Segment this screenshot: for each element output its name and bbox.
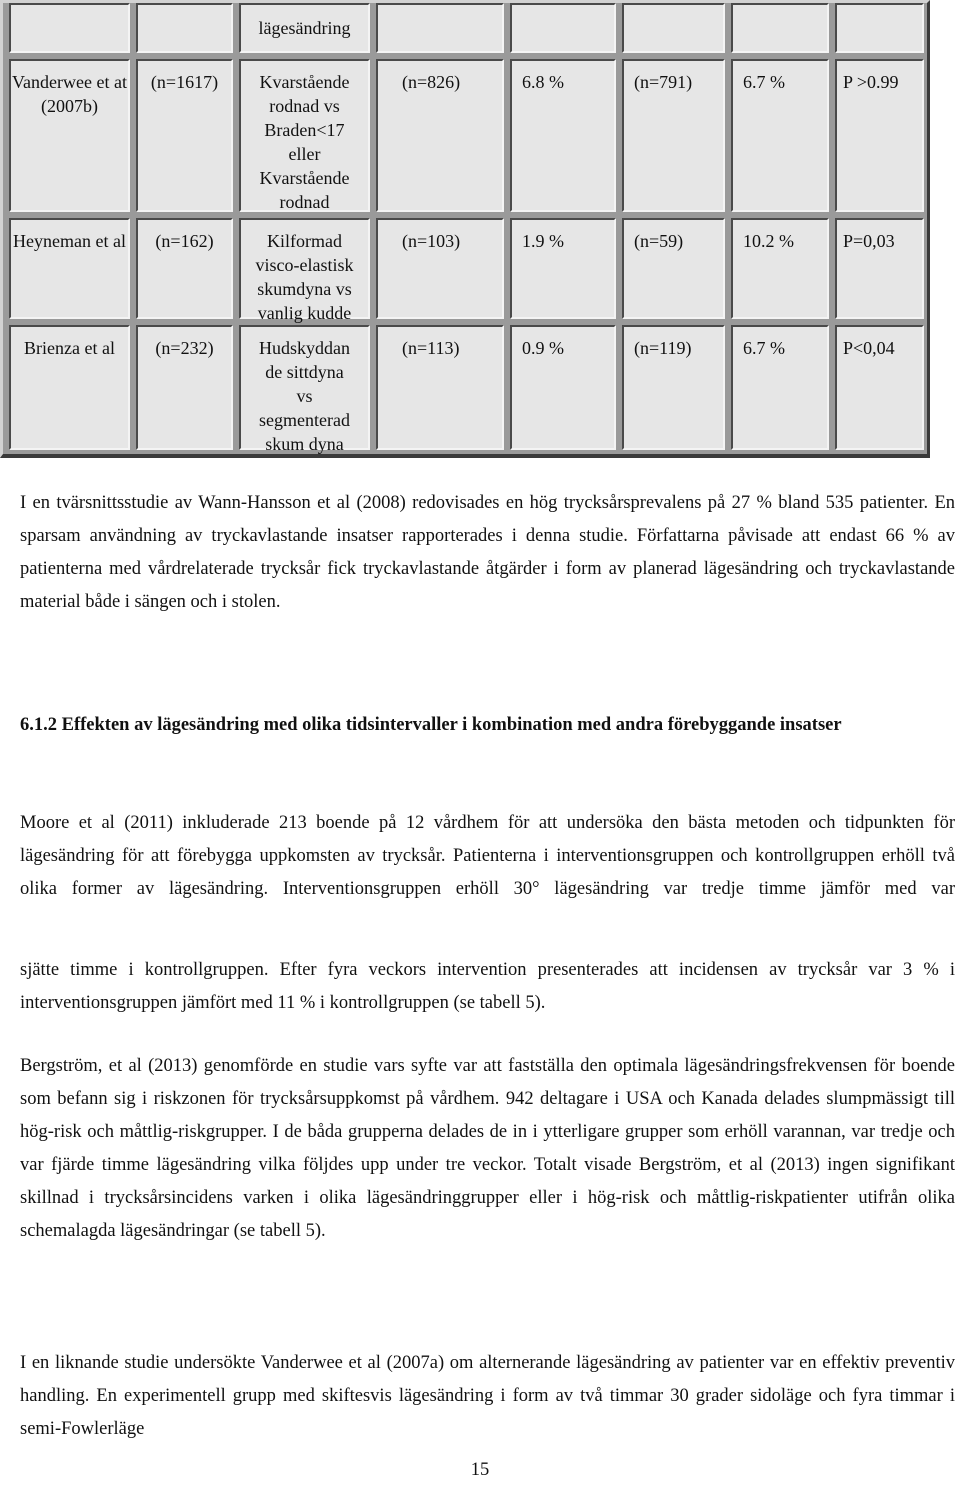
n-group1: (n=826) (402, 72, 461, 92)
n-group2: (n=119) (634, 338, 692, 358)
intervention-line: vanlig kudde (257, 303, 352, 323)
n-group2: (n=59) (634, 231, 684, 251)
intervention-line: vs (296, 386, 313, 406)
p-value: P >0.99 (843, 72, 899, 92)
table-row-intervention (239, 218, 370, 323)
n-group1: (n=113) (402, 338, 460, 358)
results-table (0, 0, 930, 458)
table-row-n-total (136, 218, 233, 319)
table-row-intervention (239, 59, 370, 212)
table-row-n-group1 (376, 325, 504, 450)
pct2: 6.7 % (743, 338, 785, 358)
table-row-pct1 (510, 325, 616, 450)
table-cell-empty (376, 3, 504, 53)
intervention-line: de sittdyna (265, 362, 344, 382)
table-row-n-group1 (376, 59, 504, 212)
table-row-pct2 (731, 59, 829, 212)
table-row-pct1 (510, 218, 616, 319)
lagesandring-label: lägesändring (258, 18, 351, 38)
table-row-n-group2 (622, 59, 725, 212)
intervention-line: Kvarstående (259, 72, 350, 92)
n-group1: (n=103) (402, 231, 461, 251)
intervention-line: Hudskyddan (259, 338, 350, 358)
table-cell-top-label (239, 3, 370, 53)
intervention-line: Kilformad (267, 231, 342, 251)
table-row-p-value (835, 218, 924, 319)
table-row-pct2 (731, 325, 829, 450)
intervention-line: visco-elastisk (255, 255, 354, 275)
table-row-p-value (835, 59, 924, 212)
n-total: (n=1617) (150, 72, 219, 92)
paragraph-wann-hansson: I en tvärsnittsstudie av Wann-Hansson et al (2008) redovisades en hög trycksårsprevalens på 27 % bland 535 patienter. En sparsam användning av tryckavlastande insatser rapporterades i denna studie. Författarna påvisade att endast 66 % av patienterna med vårdrelaterade trycksår fick tryckavlastande åtgärder i form av planerad lägesändring och tryckavlastande material både i sängen och i stolen. (20, 493, 955, 612)
intervention-line: Braden<17 (264, 120, 345, 140)
study-name: Brienza et al (24, 338, 115, 358)
n-total: (n=232) (155, 338, 214, 358)
table-row-study (9, 325, 130, 450)
p-value: P<0,04 (843, 338, 895, 358)
table-row-study (9, 59, 130, 212)
table-cell-empty (136, 3, 233, 53)
pct2: 10.2 % (743, 231, 794, 251)
table-cell-empty (835, 3, 924, 53)
table-cell-empty (622, 3, 725, 53)
table-cell-empty (510, 3, 616, 53)
intervention-line: rodnad vs (269, 96, 340, 116)
n-total: (n=162) (155, 231, 214, 251)
pct1: 0.9 % (522, 338, 564, 358)
table-row-n-total (136, 325, 233, 450)
table-cell-empty (9, 3, 130, 53)
table-row-n-group1 (376, 218, 504, 319)
intervention-line: rodnad (279, 192, 330, 212)
table-cell-empty (731, 3, 829, 53)
table-row-intervention (239, 325, 370, 454)
intervention-line: skum dyna (265, 434, 344, 454)
paragraph-vanderwee: I en liknande studie undersökte Vanderwee et al (2007a) om alternerande lägesändring av patienter var en effektiv preventiv handling. En experimentell grupp med skiftesvis lägesändring i form av två timmar 30 grader sidoläge och fyra timmar i semi-Fowlerläge (20, 1353, 955, 1439)
pct1: 6.8 % (522, 72, 564, 92)
paragraph-bergstrom: Bergström, et al (2013) genomförde en studie vars syfte var att fastställa den optimala lägesändringsfrekvensen för boende som befann sig i riskzonen för trycksårsuppkomst på vårdhem. 942 deltagare i USA och Kanada delades slumpmässigt till hög-risk och måttlig-riskgrupper. I de båda grupperna delades de in i ytterligare grupper som erhöll varannan, var tredje och var fjärde timme lägesändring vilka följdes upp under tre veckor. Totalt visade Bergström, et al (2013) ingen signifikant skillnad i trycksårsincidens varken i olika lägesändringgrupper eller i hög-risk och måttlig-riskpatienter utifrån olika schemalagda lägesändringar (se tabell 5). (20, 1056, 955, 1241)
paragraph-moore-part1: Moore et al (2011) inkluderade 213 boende på 12 vårdhem för att undersöka den bästa metoden och tidpunkten för lägesändring för att förebygga uppkomsten av trycksår. Patienterna i interventionsgruppen och kontrollgruppen erhöll två olika former av lägesändring. Interventionsgruppen erhöll 30° lägesändring var tredje timme jämför med var (20, 813, 955, 899)
pct2: 6.7 % (743, 72, 785, 92)
pct1: 1.9 % (522, 231, 564, 251)
table-row-study (9, 218, 130, 319)
table-row-n-group2 (622, 325, 725, 450)
intervention-line: segmenterad (259, 410, 350, 430)
intervention-line: Kvarstående (259, 168, 350, 188)
table-row-n-total (136, 59, 233, 212)
n-group2: (n=791) (634, 72, 693, 92)
table-row-p-value (835, 325, 924, 450)
p-value: P=0,03 (843, 231, 895, 251)
intervention-line: eller (288, 144, 321, 164)
table-row-n-group2 (622, 218, 725, 319)
intervention-line: skumdyna vs (257, 279, 352, 299)
page-number: 15 (470, 1460, 490, 1480)
study-name: Vanderwee et at (2007b) (12, 72, 127, 116)
table-row-pct1 (510, 59, 616, 212)
paragraph-moore-part2: sjätte timme i kontrollgruppen. Efter fyra veckors intervention presenterades att incidensen av trycksår var 3 % i interventionsgruppen jämfört med 11 % i kontrollgruppen (se tabell 5). (20, 960, 955, 1013)
study-name: Heyneman et al (13, 231, 126, 251)
section-heading: 6.1.2 Effekten av lägesändring med olika tidsintervaller i kombination med andra förebyggande insatser (20, 715, 842, 735)
table-row-pct2 (731, 218, 829, 319)
